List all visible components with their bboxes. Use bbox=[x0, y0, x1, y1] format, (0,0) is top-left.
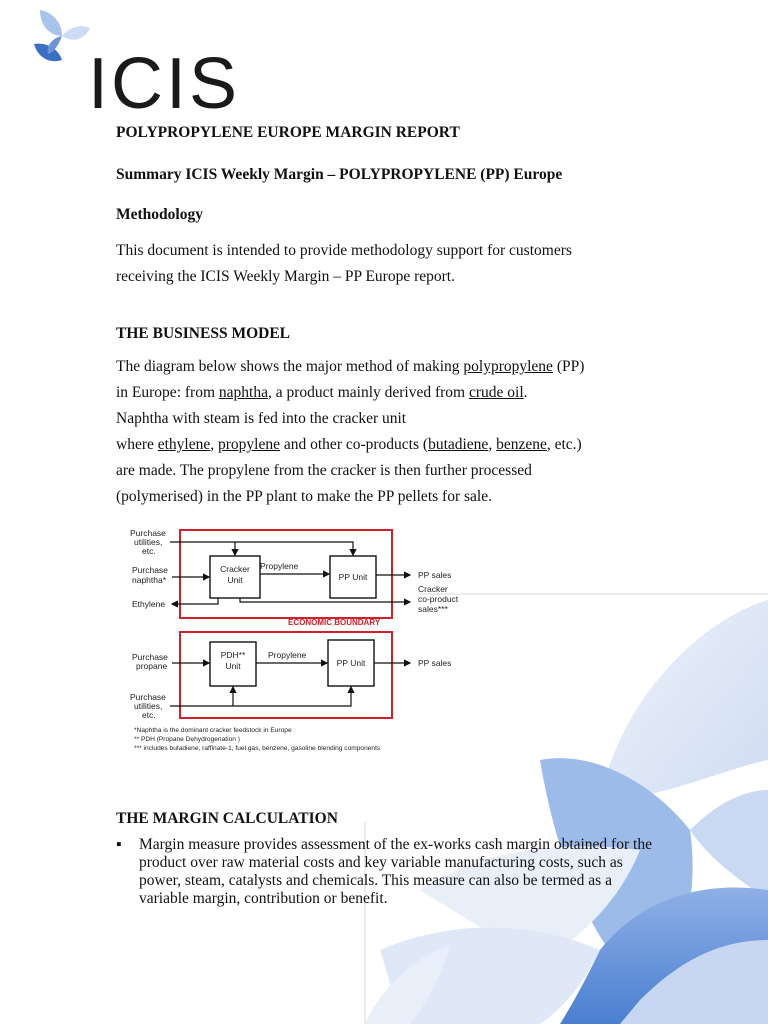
coproduct-label-1: Cracker bbox=[418, 584, 448, 594]
ethylene-link[interactable]: ethylene bbox=[157, 436, 211, 453]
business-model-heading: THE BUSINESS MODEL bbox=[116, 325, 290, 342]
purchase-propane-1: Purchase bbox=[132, 652, 168, 662]
intro-paragraph bbox=[116, 238, 572, 290]
bm-text: , etc.) bbox=[546, 436, 582, 453]
margin-calculation-heading: THE MARGIN CALCULATION bbox=[116, 810, 338, 827]
bm-text: and other co-products ( bbox=[280, 436, 429, 453]
ethylene-label: Ethylene bbox=[132, 599, 166, 609]
footnote-2: ** PDH (Propane Dehydrogenation ) bbox=[134, 736, 240, 743]
bullet-text: Margin measure provides assessment of the ex-works cash margin obtained for the product over raw material costs and key variable manufacturing costs, such as power, steam, catalysts and chemicals. This measure can also be termed as a variable margin, contribution or benefit. bbox=[139, 836, 652, 907]
economic-boundary-label: ECONOMIC BOUNDARY bbox=[288, 618, 381, 627]
methodology-heading: Methodology bbox=[116, 206, 203, 223]
bm-text: The diagram below shows the major method of making bbox=[116, 358, 464, 375]
bm-text: in Europe: from bbox=[116, 384, 219, 401]
bm-text: . bbox=[523, 384, 528, 401]
crude-oil-link[interactable]: crude oil bbox=[468, 384, 524, 401]
bm-text: (PP) bbox=[552, 358, 585, 375]
propylene-label-top: Propylene bbox=[260, 561, 299, 571]
coproduct-label-2: co-product bbox=[418, 594, 459, 604]
purchase-utilities-top-1: Purchase bbox=[130, 528, 166, 538]
pp-sales-label-bottom: PP sales bbox=[418, 658, 452, 668]
pdh-unit-label-1: PDH** bbox=[220, 650, 246, 660]
purchase-utilities-bottom-1: Purchase bbox=[130, 692, 166, 702]
footnote-1: *Naphtha is the dominant cracker feedstock in Europe bbox=[134, 727, 292, 734]
purchase-utilities-top-3: etc. bbox=[142, 546, 156, 556]
bullet-square-icon: ▪ bbox=[116, 836, 122, 853]
footnote-3: *** includes butadiene, raffinate-1, fuel gas, benzene, gasoline blending components bbox=[134, 745, 381, 752]
icis-logo bbox=[18, 6, 241, 124]
cracker-unit-label-1: Cracker bbox=[220, 564, 250, 574]
document-subtitle: Summary ICIS Weekly Margin – POLYPROPYLENE (PP) Europe bbox=[116, 166, 563, 183]
pp-sales-label-top: PP sales bbox=[418, 570, 452, 580]
benzene-link[interactable]: benzene bbox=[496, 436, 547, 453]
bm-text: , a product mainly derived from bbox=[267, 384, 469, 401]
utilities-arrow-pp-bottom bbox=[170, 687, 351, 706]
purchase-utilities-bottom-2: utilities, bbox=[134, 701, 163, 711]
logo-petals-icon bbox=[18, 6, 98, 86]
propylene-link[interactable]: propylene bbox=[218, 436, 280, 453]
bm-text: are made. The propylene from the cracker is then further processed bbox=[116, 462, 532, 479]
propylene-label-bottom: Propylene bbox=[268, 650, 307, 660]
coproduct-arrow bbox=[240, 598, 410, 602]
bm-text: Naphtha with steam is fed into the cracker unit bbox=[116, 410, 407, 427]
pp-unit-label-bottom: PP Unit bbox=[336, 658, 366, 668]
purchase-utilities-top-2: utilities, bbox=[134, 537, 163, 547]
polypropylene-link[interactable]: polypropylene bbox=[463, 358, 553, 375]
purchase-naphtha-2: naphtha* bbox=[132, 575, 167, 585]
ethylene-arrow bbox=[172, 598, 218, 604]
butadiene-link[interactable]: butadiene bbox=[428, 436, 489, 453]
purchase-propane-2: propane bbox=[136, 661, 168, 671]
intro-line-1: This document is intended to provide methodology support for customers bbox=[116, 242, 572, 259]
pp-unit-label-top: PP Unit bbox=[338, 572, 368, 582]
business-model-paragraph bbox=[116, 354, 584, 510]
cracker-unit-label-2: Unit bbox=[227, 575, 243, 585]
purchase-naphtha-1: Purchase bbox=[132, 565, 168, 575]
intro-line-2: receiving the ICIS Weekly Margin – PP Europe report. bbox=[116, 268, 455, 285]
list-item bbox=[116, 836, 656, 908]
process-flow-diagram bbox=[128, 522, 468, 762]
margin-bullet-list bbox=[116, 836, 656, 908]
coproduct-label-3: sales*** bbox=[418, 604, 448, 614]
bm-text: , bbox=[210, 436, 219, 453]
document-title: POLYPROPYLENE EUROPE MARGIN REPORT bbox=[116, 124, 460, 141]
pdh-unit-label-2: Unit bbox=[225, 661, 241, 671]
naphtha-link[interactable]: naphtha bbox=[218, 384, 268, 401]
bm-text: , bbox=[488, 436, 497, 453]
bm-text: where bbox=[116, 436, 158, 453]
bm-text: (polymerised) in the PP plant to make the PP pellets for sale. bbox=[116, 488, 492, 505]
purchase-utilities-bottom-3: etc. bbox=[142, 710, 156, 720]
logo-wordmark: ICIS bbox=[88, 44, 241, 124]
utilities-arrow-pp bbox=[235, 542, 353, 555]
